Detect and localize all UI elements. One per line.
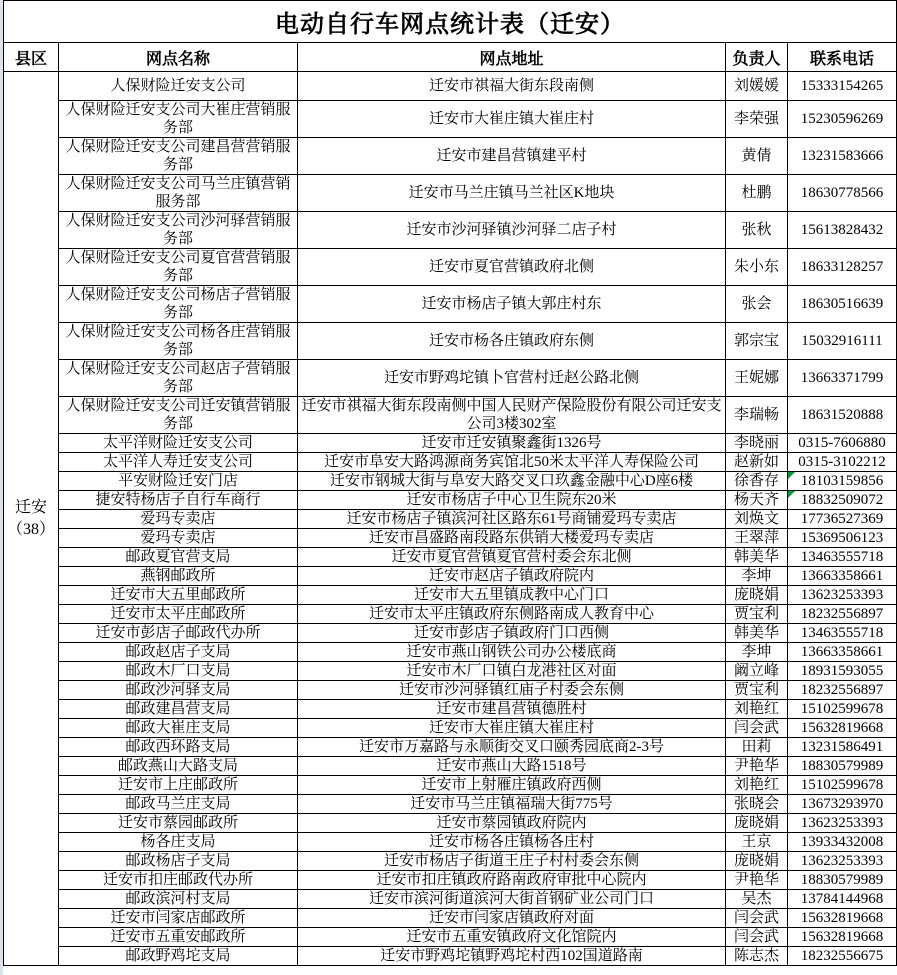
table-row <box>4 529 897 548</box>
cell-phone[interactable] <box>788 453 897 472</box>
phone-text: 13663371799 <box>800 370 884 386</box>
cell-person[interactable]: 陈志杰 <box>726 947 788 966</box>
cell-phone[interactable] <box>788 101 897 138</box>
cell-site-address[interactable]: 迁安市杨各庄镇政府东侧 <box>298 323 726 360</box>
col-header-county[interactable]: 县区 <box>4 43 59 72</box>
cell-site-name[interactable]: 杨各庄支局 <box>59 833 298 852</box>
cell-site-name[interactable]: 迁安市彭店子邮政代办所 <box>59 624 298 643</box>
cell-site-address[interactable]: 迁安市杨店子镇滨河社区路东61号商铺爱玛专卖店 <box>298 510 726 529</box>
cell-phone[interactable] <box>788 814 897 833</box>
phone-text: 13623253393 <box>800 814 884 831</box>
phone-text: 18830579989 <box>800 871 884 888</box>
cell-site-name[interactable]: 捷安特杨店子自行车商行 <box>59 491 298 510</box>
county-count: （38） <box>6 520 55 538</box>
cell-site-address[interactable]: 迁安市建昌营镇建平村 <box>298 138 726 175</box>
table-row <box>4 360 897 397</box>
cell-site-name[interactable]: 邮政马兰庄支局 <box>59 795 298 814</box>
window-edge <box>0 0 3 975</box>
cell-person[interactable]: 尹艳华 <box>726 871 788 890</box>
cell-phone[interactable] <box>788 700 897 719</box>
table-row <box>4 472 897 491</box>
cell-site-name[interactable]: 邮政燕山大路支局 <box>59 757 298 776</box>
cell-site-name[interactable]: 人保财险迁安支公司杨店子营销服务部 <box>59 286 298 323</box>
cell-site-address[interactable]: 迁安市赵店子镇政府院内 <box>298 567 726 586</box>
cell-site-address[interactable]: 迁安市燕山钢铁公司办公楼底商 <box>298 643 726 662</box>
cell-site-name[interactable]: 燕钢邮政所 <box>59 567 298 586</box>
cell-person[interactable]: 吴杰 <box>726 890 788 909</box>
cell-site-address[interactable]: 迁安市沙河驿镇红庙子村委会东侧 <box>298 681 726 700</box>
cell-person[interactable]: 庞晓娟 <box>726 814 788 833</box>
cell-person[interactable]: 韩美华 <box>726 548 788 567</box>
cell-person[interactable]: 阚立峰 <box>726 662 788 681</box>
cell-phone[interactable] <box>788 738 897 757</box>
cell-site-name[interactable]: 人保财险迁安支公司 <box>59 72 298 101</box>
cell-site-address[interactable]: 迁安市阜安大路鸿源商务宾馆北50米太平洋人寿保险公司 <box>298 453 726 472</box>
table-row <box>4 700 897 719</box>
table-row <box>4 662 897 681</box>
table-row <box>4 510 897 529</box>
col-header-person[interactable]: 负责人 <box>726 43 788 72</box>
cell-phone[interactable] <box>788 586 897 605</box>
phone-text: 15032916111 <box>801 333 883 349</box>
cell-site-name[interactable]: 人保财险迁安支公司夏官营营销服务部 <box>59 249 298 286</box>
number-stored-as-text-flag-icon <box>788 491 795 498</box>
phone-text: 13231586491 <box>800 738 884 755</box>
cell-phone[interactable] <box>788 567 897 586</box>
cell-site-address[interactable]: 迁安市昌盛路南段路东供销大楼爱玛专卖店 <box>298 529 726 548</box>
cell-phone[interactable] <box>788 510 897 529</box>
title-row <box>4 1 897 43</box>
cell-phone[interactable] <box>788 719 897 738</box>
cell-person[interactable]: 李瑞畅 <box>726 397 788 434</box>
cell-site-name[interactable]: 爱玛专卖店 <box>59 529 298 548</box>
cell-phone[interactable] <box>788 397 897 434</box>
table-row <box>4 890 897 909</box>
cell-person[interactable]: 杜鹏 <box>726 175 788 212</box>
phone-text: 18103159856 <box>800 472 884 489</box>
header-row <box>4 43 897 72</box>
cell-site-name[interactable]: 人保财险迁安支公司沙河驿营销服务部 <box>59 212 298 249</box>
cell-site-name[interactable]: 平安财险迁安门店 <box>59 472 298 491</box>
cell-site-address[interactable]: 迁安市马兰庄镇马兰社区K地块 <box>298 175 726 212</box>
cell-person[interactable]: 韩美华 <box>726 624 788 643</box>
cell-phone[interactable] <box>788 529 897 548</box>
phone-text: 15632819668 <box>800 928 884 945</box>
cell-person[interactable]: 刘媛媛 <box>726 72 788 101</box>
phone-text: 13784144968 <box>800 890 884 907</box>
cell-phone[interactable] <box>788 624 897 643</box>
cell-site-name[interactable]: 迁安市大五里邮政所 <box>59 586 298 605</box>
col-header-address[interactable]: 网点地址 <box>298 43 726 72</box>
cell-person[interactable]: 贾宝利 <box>726 605 788 624</box>
cell-site-name[interactable]: 邮政沙河驿支局 <box>59 681 298 700</box>
cell-person[interactable]: 郭宗宝 <box>726 323 788 360</box>
cell-phone[interactable] <box>788 757 897 776</box>
cell-person[interactable]: 张晓会 <box>726 795 788 814</box>
cell-phone[interactable] <box>788 776 897 795</box>
table-row <box>4 719 897 738</box>
cell-site-name[interactable]: 人保财险迁安支公司迁安镇营销服务部 <box>59 397 298 434</box>
table-row <box>4 397 897 434</box>
cell-site-address[interactable]: 迁安市滨河街道滨河大街首钢矿业公司门口 <box>298 890 726 909</box>
phone-text: 0315-3102212 <box>798 453 886 470</box>
cell-site-address[interactable]: 迁安市大崔庄镇大崔庄村 <box>298 719 726 738</box>
cell-site-address[interactable]: 迁安市野鸡坨镇野鸡坨村西102国道路南 <box>298 947 726 966</box>
cell-site-name[interactable]: 太平洋人寿迁安支公司 <box>59 453 298 472</box>
cell-phone[interactable] <box>788 833 897 852</box>
cell-person[interactable]: 闫会武 <box>726 719 788 738</box>
cell-site-address[interactable]: 迁安市闫家店镇政府对面 <box>298 909 726 928</box>
cell-person[interactable]: 刘艳红 <box>726 700 788 719</box>
cell-site-name[interactable]: 人保财险迁安支公司大崔庄营销服务部 <box>59 101 298 138</box>
col-header-phone[interactable]: 联系电话 <box>788 43 897 72</box>
cell-site-name[interactable]: 人保财险迁安支公司杨各庄营销服务部 <box>59 323 298 360</box>
cell-person[interactable]: 李晓丽 <box>726 434 788 453</box>
phone-text: 15613828432 <box>800 222 884 238</box>
cell-site-address[interactable]: 迁安市祺福大街东段南侧中国人民财产保险股份有限公司迁安支公司3楼302室 <box>298 397 726 434</box>
phone-text: 15369506123 <box>800 529 884 546</box>
cell-person[interactable]: 王妮娜 <box>726 360 788 397</box>
cell-person[interactable]: 张会 <box>726 286 788 323</box>
cell-site-address[interactable]: 迁安市万嘉路与永顺街交叉口颐秀园底商2-3号 <box>298 738 726 757</box>
cell-site-address[interactable]: 迁安市杨各庄镇杨各庄村 <box>298 833 726 852</box>
cell-site-address[interactable]: 迁安市蔡园镇政府院内 <box>298 814 726 833</box>
table-row <box>4 757 897 776</box>
cell-site-address[interactable]: 迁安市祺福大街东段南侧 <box>298 72 726 101</box>
cell-site-name[interactable]: 爱玛专卖店 <box>59 510 298 529</box>
cell-phone[interactable] <box>788 72 897 101</box>
phone-text: 13663358661 <box>800 643 884 660</box>
phone-text: 0315-7606880 <box>798 434 886 451</box>
cell-site-address[interactable]: 迁安市大五里镇成教中心门口 <box>298 586 726 605</box>
cell-site-address[interactable]: 迁安市钢城大街与阜安大路交叉口玖鑫金融中心D座6楼 <box>298 472 726 491</box>
phone-text: 13623253393 <box>800 586 884 603</box>
cell-person[interactable]: 庞晓娟 <box>726 586 788 605</box>
phone-text: 15102599678 <box>800 700 884 717</box>
cell-site-address[interactable]: 迁安市杨店子中心卫生院东20米 <box>298 491 726 510</box>
cell-site-address[interactable]: 迁安市杨店子街道王庄子村村委会东侧 <box>298 852 726 871</box>
stats-table <box>3 0 897 966</box>
phone-text: 18633128257 <box>800 259 884 275</box>
cell-person[interactable]: 贾宝利 <box>726 681 788 700</box>
table-row <box>4 681 897 700</box>
cell-site-address[interactable]: 迁安市五重安镇政府文化馆院内 <box>298 928 726 947</box>
phone-text: 18832509072 <box>800 491 884 508</box>
cell-site-name[interactable]: 邮政西环路支局 <box>59 738 298 757</box>
phone-text: 13673293970 <box>800 795 884 812</box>
cell-person[interactable]: 王翠萍 <box>726 529 788 548</box>
table-row <box>4 434 897 453</box>
cell-site-name[interactable]: 邮政大崔庄支局 <box>59 719 298 738</box>
cell-person[interactable]: 黄倩 <box>726 138 788 175</box>
table-row <box>4 928 897 947</box>
phone-text: 18232556897 <box>800 681 884 698</box>
phone-text: 18232556897 <box>800 605 884 622</box>
table-row <box>4 852 897 871</box>
phone-text: 17736527369 <box>800 510 884 527</box>
phone-text: 13623253393 <box>800 852 884 869</box>
cell-person[interactable]: 李坤 <box>726 643 788 662</box>
cell-site-name[interactable]: 邮政滨河村支局 <box>59 890 298 909</box>
cell-phone[interactable] <box>788 472 897 491</box>
cell-site-name[interactable]: 迁安市扣庄邮政代办所 <box>59 871 298 890</box>
cell-person[interactable]: 刘焕文 <box>726 510 788 529</box>
cell-site-name[interactable]: 邮政木厂口支局 <box>59 662 298 681</box>
phone-text: 13463555718 <box>800 548 884 565</box>
cell-site-address[interactable]: 迁安市野鸡坨镇卜官营村迁赵公路北侧 <box>298 360 726 397</box>
table-row <box>4 776 897 795</box>
cell-person[interactable]: 赵新如 <box>726 453 788 472</box>
cell-person[interactable]: 张秋 <box>726 212 788 249</box>
phone-text: 18631520888 <box>800 407 884 423</box>
table-row <box>4 491 897 510</box>
table-row <box>4 605 897 624</box>
cell-site-address[interactable]: 迁安市木厂口镇白龙港社区对面 <box>298 662 726 681</box>
cell-person[interactable]: 李荣强 <box>726 101 788 138</box>
table-row <box>4 249 897 286</box>
cell-site-name[interactable]: 人保财险迁安支公司建昌营营销服务部 <box>59 138 298 175</box>
cell-site-name[interactable]: 邮政建昌营支局 <box>59 700 298 719</box>
cell-site-name[interactable]: 邮政野鸡坨支局 <box>59 947 298 966</box>
table-row <box>4 323 897 360</box>
phone-text: 15230596269 <box>800 111 884 127</box>
phone-text: 18630516639 <box>800 296 884 312</box>
table-row <box>4 871 897 890</box>
cell-person[interactable]: 尹艳华 <box>726 757 788 776</box>
cell-site-address[interactable]: 迁安市大崔庄镇大崔庄村 <box>298 101 726 138</box>
cell-site-name[interactable]: 太平洋财险迁安支公司 <box>59 434 298 453</box>
cell-person[interactable]: 杨天齐 <box>726 491 788 510</box>
cell-phone[interactable] <box>788 852 897 871</box>
table-row <box>4 947 897 966</box>
cell-site-address[interactable]: 迁安市建昌营镇德胜村 <box>298 700 726 719</box>
cell-phone[interactable] <box>788 605 897 624</box>
cell-phone[interactable] <box>788 175 897 212</box>
phone-text: 15632819668 <box>800 719 884 736</box>
cell-phone[interactable] <box>788 681 897 700</box>
table-row <box>4 138 897 175</box>
cell-phone[interactable] <box>788 286 897 323</box>
cell-phone[interactable] <box>788 434 897 453</box>
county-cell[interactable] <box>4 72 59 966</box>
table-row <box>4 72 897 101</box>
cell-person[interactable]: 刘艳红 <box>726 776 788 795</box>
phone-text: 13933432008 <box>800 833 884 850</box>
cell-site-name[interactable]: 迁安市蔡园邮政所 <box>59 814 298 833</box>
cell-site-address[interactable]: 迁安市上射雁庄镇政府西侧 <box>298 776 726 795</box>
cell-site-name[interactable]: 邮政赵店子支局 <box>59 643 298 662</box>
cell-phone[interactable] <box>788 890 897 909</box>
phone-text: 13663358661 <box>800 567 884 584</box>
cell-site-name[interactable]: 邮政杨店子支局 <box>59 852 298 871</box>
cell-person[interactable]: 李坤 <box>726 567 788 586</box>
phone-text: 13463555718 <box>800 624 884 641</box>
table-row <box>4 814 897 833</box>
table-row <box>4 738 897 757</box>
cell-person[interactable]: 闫会武 <box>726 928 788 947</box>
cell-person[interactable]: 王京 <box>726 833 788 852</box>
page-title[interactable]: 电动自行车网点统计表（迁安） <box>4 1 897 43</box>
phone-text: 15632819668 <box>800 909 884 926</box>
cell-person[interactable]: 朱小东 <box>726 249 788 286</box>
table-row <box>4 643 897 662</box>
table-body <box>4 72 897 966</box>
phone-text: 15333154265 <box>800 78 884 94</box>
table-row <box>4 567 897 586</box>
cell-site-address[interactable]: 迁安市夏官营镇夏官营村委会东北侧 <box>298 548 726 567</box>
cell-phone[interactable] <box>788 360 897 397</box>
table-row <box>4 795 897 814</box>
phone-text: 18232556675 <box>800 947 884 964</box>
phone-text: 18630778566 <box>800 185 884 201</box>
cell-phone[interactable] <box>788 871 897 890</box>
cell-person[interactable]: 闫会武 <box>726 909 788 928</box>
county-name: 迁安 <box>14 498 47 516</box>
cell-site-address[interactable]: 迁安市沙河驿镇沙河驿二店子村 <box>298 212 726 249</box>
phone-text: 18830579989 <box>800 757 884 774</box>
number-stored-as-text-flag-icon <box>788 472 795 479</box>
cell-phone[interactable] <box>788 947 897 966</box>
cell-site-name[interactable]: 邮政夏官营支局 <box>59 548 298 567</box>
cell-phone[interactable] <box>788 928 897 947</box>
table-row <box>4 101 897 138</box>
table-row <box>4 286 897 323</box>
table-row <box>4 586 897 605</box>
table-row <box>4 548 897 567</box>
phone-text: 15102599678 <box>800 776 884 793</box>
table-row <box>4 453 897 472</box>
cell-phone[interactable] <box>788 909 897 928</box>
cell-phone[interactable] <box>788 212 897 249</box>
cell-site-name[interactable]: 迁安市太平庄邮政所 <box>59 605 298 624</box>
cell-phone[interactable] <box>788 662 897 681</box>
cell-phone[interactable] <box>788 249 897 286</box>
cell-site-address[interactable]: 迁安市夏官营镇政府北侧 <box>298 249 726 286</box>
phone-text: 18931593055 <box>800 662 884 679</box>
cell-site-address[interactable]: 迁安市燕山大路1518号 <box>298 757 726 776</box>
cell-site-name[interactable]: 迁安市闫家店邮政所 <box>59 909 298 928</box>
cell-phone[interactable] <box>788 138 897 175</box>
cell-site-address[interactable]: 迁安市马兰庄镇福瑞大街775号 <box>298 795 726 814</box>
cell-person[interactable]: 田莉 <box>726 738 788 757</box>
cell-site-name[interactable]: 人保财险迁安支公司赵店子营销服务部 <box>59 360 298 397</box>
cell-site-name[interactable]: 迁安市五重安邮政所 <box>59 928 298 947</box>
cell-phone[interactable] <box>788 323 897 360</box>
col-header-site-name[interactable]: 网点名称 <box>59 43 298 72</box>
cell-site-name[interactable]: 人保财险迁安支公司马兰庄镇营销服务部 <box>59 175 298 212</box>
table-row <box>4 833 897 852</box>
cell-site-address[interactable]: 迁安市太平庄镇政府东侧路南成人教育中心 <box>298 605 726 624</box>
cell-site-address[interactable]: 迁安市扣庄镇政府路南政府审批中心院内 <box>298 871 726 890</box>
cell-phone[interactable] <box>788 548 897 567</box>
cell-site-address[interactable]: 迁安市杨店子镇大郭庄村东 <box>298 286 726 323</box>
cell-phone[interactable] <box>788 795 897 814</box>
cell-phone[interactable] <box>788 491 897 510</box>
table-row <box>4 624 897 643</box>
cell-person[interactable]: 庞晓娟 <box>726 852 788 871</box>
table-row <box>4 212 897 249</box>
cell-phone[interactable] <box>788 643 897 662</box>
cell-person[interactable]: 徐香存 <box>726 472 788 491</box>
table-row <box>4 909 897 928</box>
cell-site-address[interactable]: 迁安市彭店子镇政府门口西侧 <box>298 624 726 643</box>
table-row <box>4 175 897 212</box>
phone-text: 13231583666 <box>800 148 884 164</box>
cell-site-name[interactable]: 迁安市上庄邮政所 <box>59 776 298 795</box>
cell-site-address[interactable]: 迁安市迁安镇聚鑫街1326号 <box>298 434 726 453</box>
